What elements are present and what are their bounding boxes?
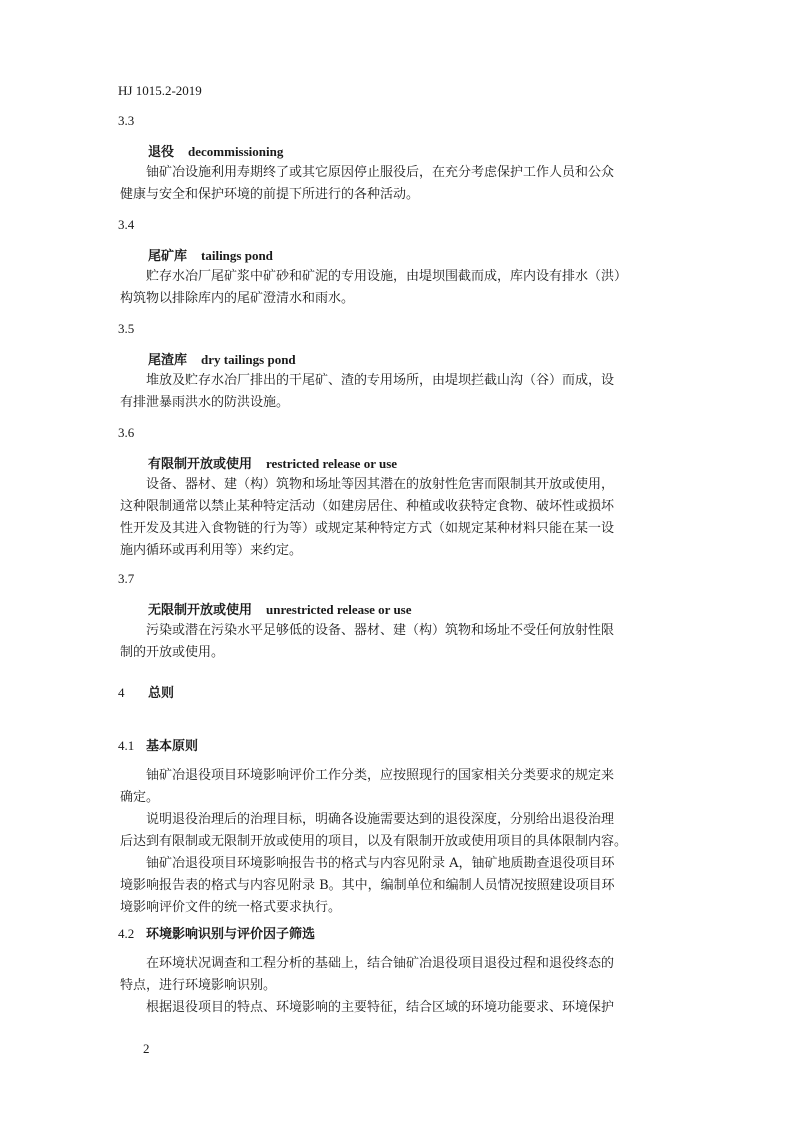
- paragraph-line: 根据退役项目的特点、环境影响的主要特征，结合区域的环境功能要求、环境保护: [146, 1000, 615, 1015]
- paragraph-line: 铀矿冶退役项目环境影响报告书的格式与内容见附录 A，铀矿地质勘查退役项目环: [146, 856, 615, 871]
- paragraph-line: 制的开放或使用。: [120, 645, 225, 660]
- paragraph-line: 铀矿冶退役项目环境影响评价工作分类，应按照现行的国家相关分类要求的规定来: [146, 768, 615, 783]
- paragraph-line: 确定。: [120, 790, 160, 805]
- paragraph-line: 后达到有限制或无限制开放或使用的项目，以及有限制开放或使用项目的具体限制内容。: [120, 834, 628, 849]
- term-zh: 退役: [148, 145, 175, 160]
- term-heading: [148, 247, 273, 266]
- paragraph-line: 这种限制通常以禁止某种特定活动（如建房居住、种植或收获特定食物、破坏性或损坏: [120, 499, 615, 514]
- term-heading: [148, 455, 397, 474]
- term-zh: 有限制开放或使用: [148, 457, 253, 472]
- term-en: restricted release or use: [266, 456, 398, 471]
- paragraph-line: 特点，进行环境影响识别。: [120, 978, 277, 993]
- paragraph-line: 设备、器材、建（构）筑物和场址等因其潜在的放射性危害而限制其开放或使用，: [146, 477, 615, 492]
- term-zh: 尾矿库: [148, 249, 188, 264]
- term-heading: [148, 143, 283, 162]
- term-heading: [148, 351, 296, 370]
- paragraph-line: 铀矿冶设施利用寿期终了或其它原因停止服役后，在充分考虑保护工作人员和公众: [146, 165, 615, 180]
- section-heading: [118, 925, 315, 944]
- term-heading: [148, 601, 412, 620]
- section-number: 3.7: [118, 571, 135, 586]
- paragraph-line: 在环境状况调查和工程分析的基础上，结合铀矿冶退役项目退役过程和退役终态的: [146, 956, 615, 971]
- chapter-number: 4: [118, 685, 125, 700]
- section-heading-number: 4.1: [118, 738, 135, 753]
- section-number: 3.3: [118, 113, 135, 128]
- term-en: tailings pond: [201, 248, 273, 263]
- paragraph-line: 贮存水冶厂尾矿浆中矿砂和矿泥的专用设施，由堤坝围截而成，库内设有排水（洪）: [146, 269, 628, 284]
- section-number: 3.4: [118, 217, 135, 232]
- page-number: 2: [143, 1041, 150, 1056]
- chapter-heading: [118, 684, 174, 703]
- paragraph-line: 构筑物以排除库内的尾矿澄清水和雨水。: [120, 291, 355, 306]
- paragraph-line: 污染或潜在污染水平足够低的设备、器材、建（构）筑物和场址不受任何放射性限: [146, 623, 615, 638]
- term-en: dry tailings pond: [201, 352, 296, 367]
- term-en: decommissioning: [188, 144, 284, 159]
- paragraph-line: 境影响评价文件的统一格式要求执行。: [120, 900, 342, 915]
- paragraph-line: 性开发及其进入食物链的行为等）或规定某种特定方式（如规定某种材料只能在某一设: [120, 521, 615, 536]
- section-number: 3.5: [118, 321, 135, 336]
- page-header: HJ 1015.2-2019: [118, 83, 202, 98]
- section-heading-number: 4.2: [118, 926, 135, 941]
- section-heading-title: 基本原则: [146, 739, 199, 754]
- paragraph-line: 施内循环或再利用等）来约定。: [120, 543, 303, 558]
- term-zh: 无限制开放或使用: [148, 603, 253, 618]
- section-heading-title: 环境影响识别与评价因子筛选: [146, 927, 316, 942]
- section-number: 3.6: [118, 425, 135, 440]
- paragraph-line: 健康与安全和保护环境的前提下所进行的各种活动。: [120, 187, 420, 202]
- paragraph-line: 有排泄暴雨洪水的防洪设施。: [120, 395, 290, 410]
- term-zh: 尾渣库: [148, 353, 188, 368]
- term-en: unrestricted release or use: [266, 602, 412, 617]
- section-heading: [118, 737, 198, 756]
- paragraph-line: 境影响报告表的格式与内容见附录 B。其中，编制单位和编制人员情况按照建设项目环: [120, 878, 615, 893]
- chapter-title: 总则: [148, 686, 175, 701]
- paragraph-line: 堆放及贮存水冶厂排出的干尾矿、渣的专用场所，由堤坝拦截山沟（谷）而成，设: [146, 373, 615, 388]
- paragraph-line: 说明退役治理后的治理目标，明确各设施需要达到的退役深度，分别给出退役治理: [146, 812, 615, 827]
